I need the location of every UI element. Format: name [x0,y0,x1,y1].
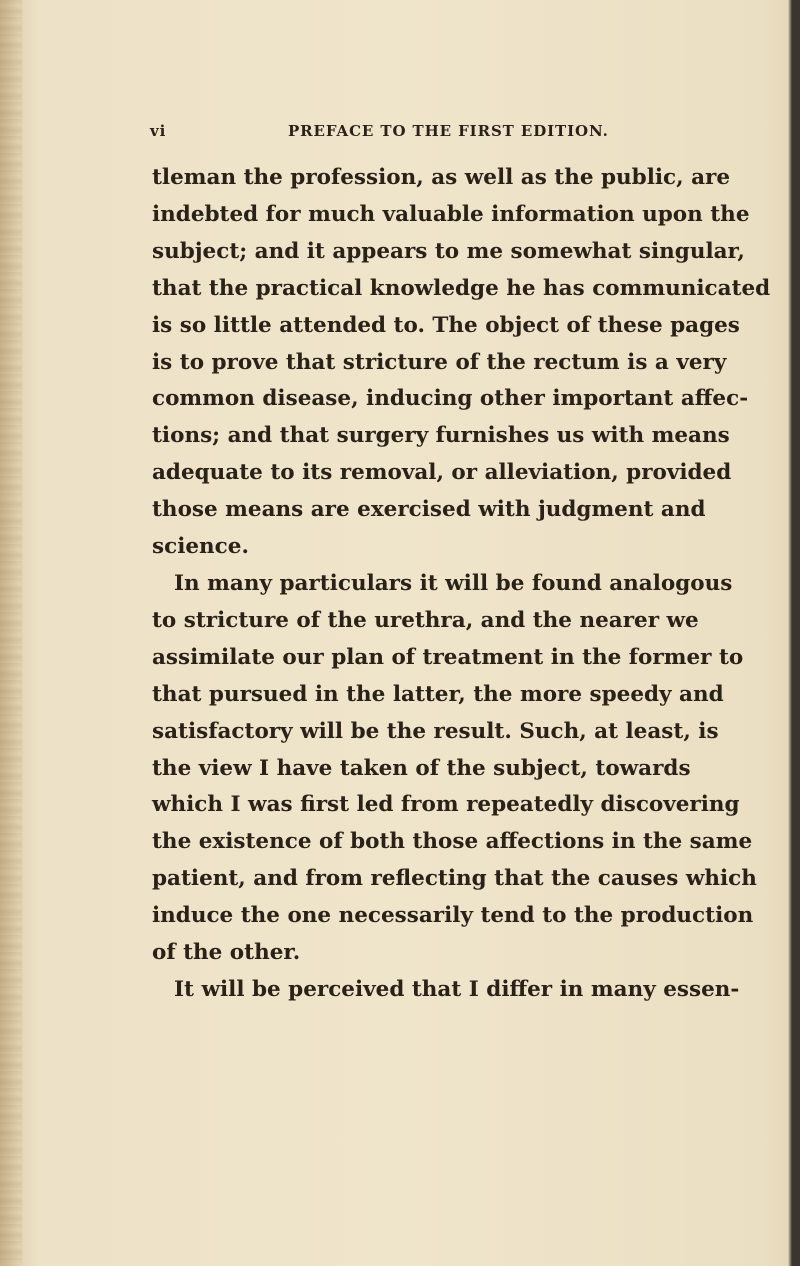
page-number: vi [150,122,167,140]
text-line: It will be perceived that I differ in many essen- [174,976,740,1002]
text-line: the existence of both those affections in the same [152,829,753,855]
page-header [150,122,670,150]
text-line: subject; and it appears to me somewhat singular, [152,238,745,264]
text-line: is so little attended to. The object of these pages [152,312,740,338]
text-line: indebted for much valuable information upon the [152,201,750,227]
running-head: PREFACE TO THE FIRST EDITION. [288,122,609,140]
text-line: to stricture of the urethra, and the nearer we [152,607,699,633]
text-line: of the other. [152,940,301,966]
text-line: satisfactory will be the result. Such, at least, is [152,718,719,744]
body-text [152,160,771,1009]
text-line: that the practical knowledge he has communicated [152,275,771,301]
text-line: tions; and that surgery furnishes us with means [152,423,730,449]
text-line: those means are exercised with judgment and [152,497,706,523]
text-line: is to prove that stricture of the rectum is a very [152,349,727,375]
page-gutter [0,0,22,1266]
text-line: that pursued in the latter, the more speedy and [152,681,724,707]
text-line: tleman the profession, as well as the public, are [152,165,731,190]
text-line: the view I have taken of the subject, towards [152,755,691,781]
text-line: which I was first led from repeatedly discovering [152,792,740,818]
text-line: common disease, inducing other important affec- [152,386,749,412]
text-line: assimilate our plan of treatment in the former to [152,644,744,670]
text-line: induce the one necessarily tend to the production [152,903,754,929]
text-line: science. [152,534,249,560]
text-line: patient, and from reflecting that the causes which [152,866,757,892]
text-line: In many particulars it will be found analogous [174,570,733,596]
text-line: adequate to its removal, or alleviation, provided [152,460,732,486]
